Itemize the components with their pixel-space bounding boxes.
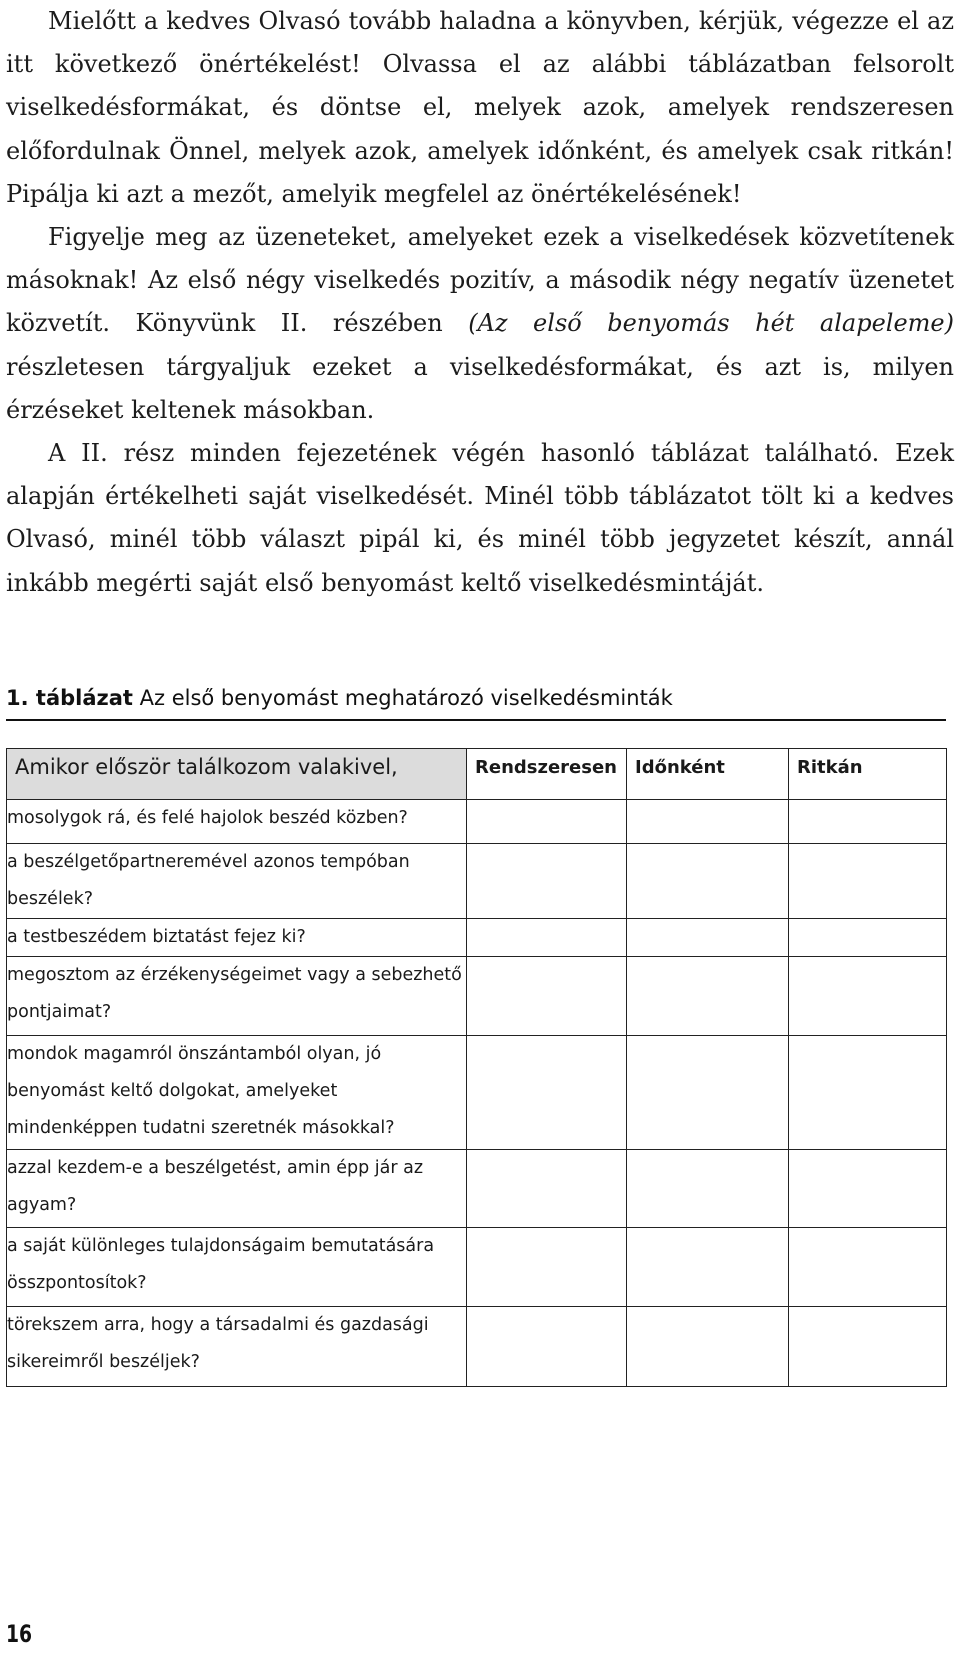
checkbox-cell-sometimes[interactable] xyxy=(627,1228,789,1307)
column-header-sometimes: Időnként xyxy=(627,749,789,800)
checkbox-cell-regularly[interactable] xyxy=(467,800,627,844)
page-number: 16 xyxy=(6,1620,33,1648)
checkbox-cell-regularly[interactable] xyxy=(467,957,627,1036)
table-row xyxy=(7,919,947,957)
header-prompt: Amikor először találkozom valakivel, xyxy=(7,749,467,800)
checkbox-cell-rarely[interactable] xyxy=(789,957,947,1036)
column-header-regularly: Rendszeresen xyxy=(467,749,627,800)
checkbox-cell-rarely[interactable] xyxy=(789,1228,947,1307)
table-row xyxy=(7,1036,947,1150)
table-row xyxy=(7,1150,947,1228)
checkbox-cell-regularly[interactable] xyxy=(467,919,627,957)
behavior-question: törekszem arra, hogy a társadalmi és gazdasági sikereimről beszéljek? xyxy=(7,1307,467,1387)
behavior-question: megosztom az érzékenységeimet vagy a sebezhető pontjaimat? xyxy=(7,957,467,1036)
behavior-question: azzal kezdem-e a beszélgetést, amin épp jár az agyam? xyxy=(7,1150,467,1228)
behavior-question: a saját különleges tulajdonságaim bemutatására összpontosítok? xyxy=(7,1228,467,1307)
checkbox-cell-regularly[interactable] xyxy=(467,1307,627,1387)
behavior-question: a testbeszédem biztatást fejez ki? xyxy=(7,919,467,957)
checkbox-cell-rarely[interactable] xyxy=(789,844,947,919)
behavior-question: mosolygok rá, és felé hajolok beszéd közben? xyxy=(7,800,467,844)
checkbox-cell-rarely[interactable] xyxy=(789,1036,947,1150)
checkbox-cell-rarely[interactable] xyxy=(789,919,947,957)
table-caption xyxy=(6,686,946,710)
checkbox-cell-regularly[interactable] xyxy=(467,1228,627,1307)
part-title-italic: (Az első benyomás hét alapeleme) xyxy=(468,309,954,338)
checkbox-cell-regularly[interactable] xyxy=(467,1036,627,1150)
table-header-row xyxy=(7,749,947,800)
paragraph-messages-start: Figyelje meg az üzeneteket, amelyeket ezek a viselkedések közvetítenek másoknak! Az első négy viselkedés pozitív, a második négy negatív üzenetet közvetít. Könyvünk II. részében xyxy=(6,223,954,338)
checkbox-cell-sometimes[interactable] xyxy=(627,844,789,919)
checkbox-cell-sometimes[interactable] xyxy=(627,1150,789,1228)
behavior-question: a beszélgetőpartneremével azonos tempóban beszélek? xyxy=(7,844,467,919)
table-row xyxy=(7,1228,947,1307)
checkbox-cell-sometimes[interactable] xyxy=(627,800,789,844)
intro-text xyxy=(6,0,954,605)
paragraph-evaluation: A II. rész minden fejezetének végén hasonló táblázat található. Ezek alapján értékelheti saját viselkedését. Minél több táblázatot tölt ki a kedves Olvasó, minél több választ pipál ki, és minél több jegyzetet készít, annál inkább megérti saját első benyomást keltő viselkedésmintáját. xyxy=(6,439,954,597)
checkbox-cell-sometimes[interactable] xyxy=(627,957,789,1036)
checkbox-cell-sometimes[interactable] xyxy=(627,1307,789,1387)
table-caption-title: Az első benyomást meghatározó viselkedésminták xyxy=(139,686,673,710)
behavior-question: mondok magamról önszántamból olyan, jó benyomást keltő dolgokat, amelyeket mindenképpen tudatni szeretnék másokkal? xyxy=(7,1036,467,1150)
paragraph-instructions: Mielőtt a kedves Olvasó tovább haladna a könyvben, kérjük, végezze el az itt következő önértékelést! Olvassa el az alábbi táblázatban felsorolt viselkedésformákat, és döntse el, melyek azok, amelyek rendszeresen előfordulnak Önnel, melyek azok, amelyek időnként, és amelyek csak ritkán! Pipálja ki azt a mezőt, amelyik megfelel az önértékelésének! xyxy=(6,7,954,208)
checkbox-cell-sometimes[interactable] xyxy=(627,919,789,957)
checkbox-cell-sometimes[interactable] xyxy=(627,1036,789,1150)
caption-underline xyxy=(6,719,946,721)
paragraph-messages-end: részletesen tárgyaljuk ezeket a viselkedésformákat, és azt is, milyen érzéseket keltenek másokban. xyxy=(6,352,954,424)
checkbox-cell-rarely[interactable] xyxy=(789,1307,947,1387)
self-assessment-table xyxy=(6,748,947,1387)
column-header-rarely: Ritkán xyxy=(789,749,947,800)
table-row xyxy=(7,800,947,844)
table-row xyxy=(7,844,947,919)
table-row xyxy=(7,1307,947,1387)
checkbox-cell-regularly[interactable] xyxy=(467,1150,627,1228)
checkbox-cell-rarely[interactable] xyxy=(789,800,947,844)
table-row xyxy=(7,957,947,1036)
paragraph-messages xyxy=(6,216,954,432)
table-caption-number: 1. táblázat xyxy=(6,686,133,710)
checkbox-cell-rarely[interactable] xyxy=(789,1150,947,1228)
checkbox-cell-regularly[interactable] xyxy=(467,844,627,919)
